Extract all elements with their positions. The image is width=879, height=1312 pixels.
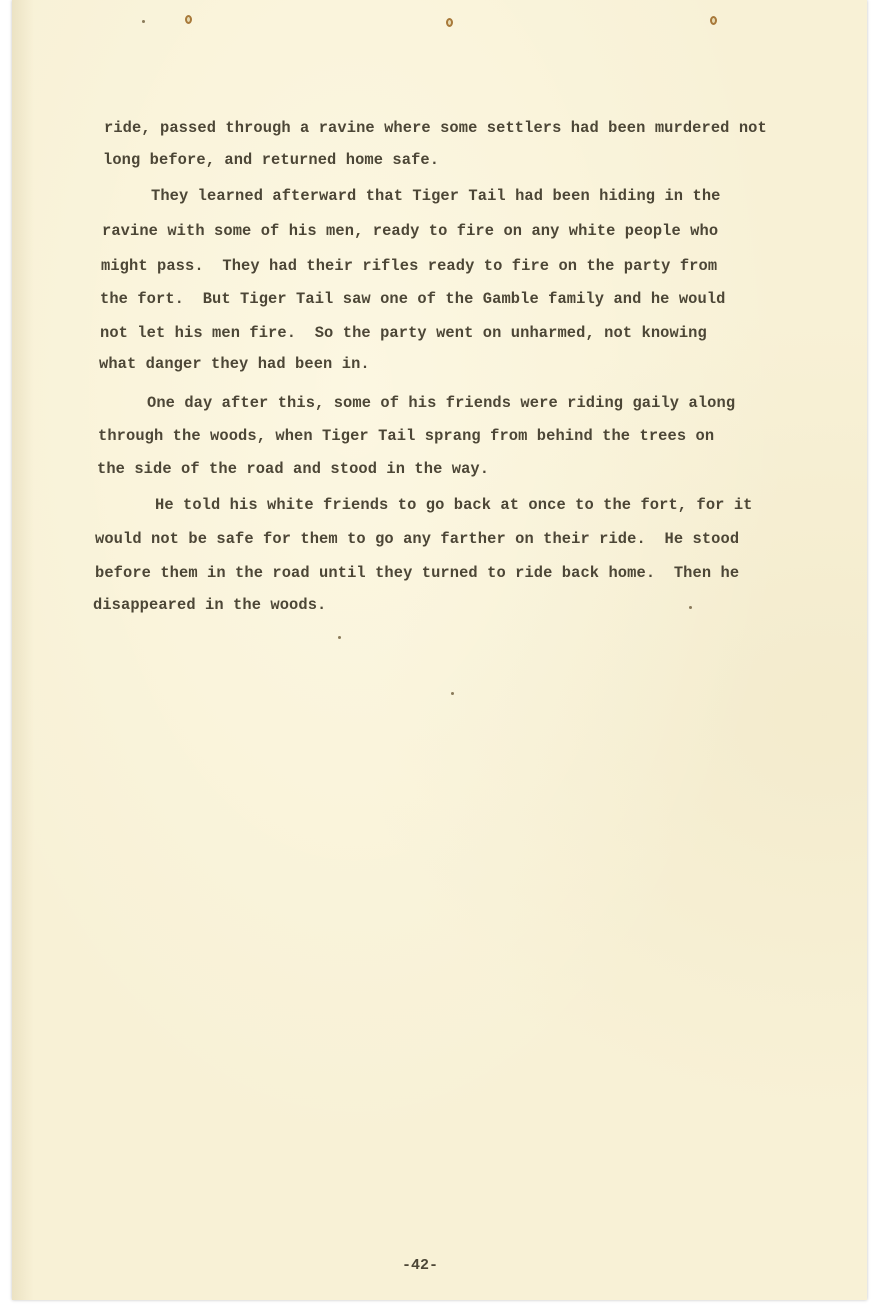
text-line: One day after this, some of his friends were riding gaily along	[147, 394, 736, 412]
text-line: might pass. They had their rifles ready to fire on the party from	[101, 257, 718, 275]
text-line: ravine with some of his men, ready to fire on any white people who	[102, 222, 719, 240]
text-line: the side of the road and stood in the way.	[97, 460, 490, 478]
text-line: long before, and returned home safe.	[103, 151, 440, 169]
text-line: They learned afterward that Tiger Tail had been hiding in the	[151, 187, 721, 205]
text-line: He told his white friends to go back at once to the fort, for it	[155, 496, 753, 514]
text-line: not let his men fire. So the party went on unharmed, not knowing	[100, 324, 707, 342]
text-line: what danger they had been in.	[99, 355, 370, 373]
text-line: ride, passed through a ravine where some settlers had been murdered not	[104, 119, 767, 137]
text-line: through the woods, when Tiger Tail sprang from behind the trees on	[98, 427, 715, 445]
text-line: the fort. But Tiger Tail saw one of the Gamble family and he would	[100, 290, 726, 308]
text-line: would not be safe for them to go any farther on their ride. He stood	[95, 530, 740, 548]
page-number: -42-	[402, 1257, 439, 1274]
text-line: disappeared in the woods.	[93, 596, 327, 614]
text-line: before them in the road until they turned to ride back home. Then he	[95, 564, 740, 582]
